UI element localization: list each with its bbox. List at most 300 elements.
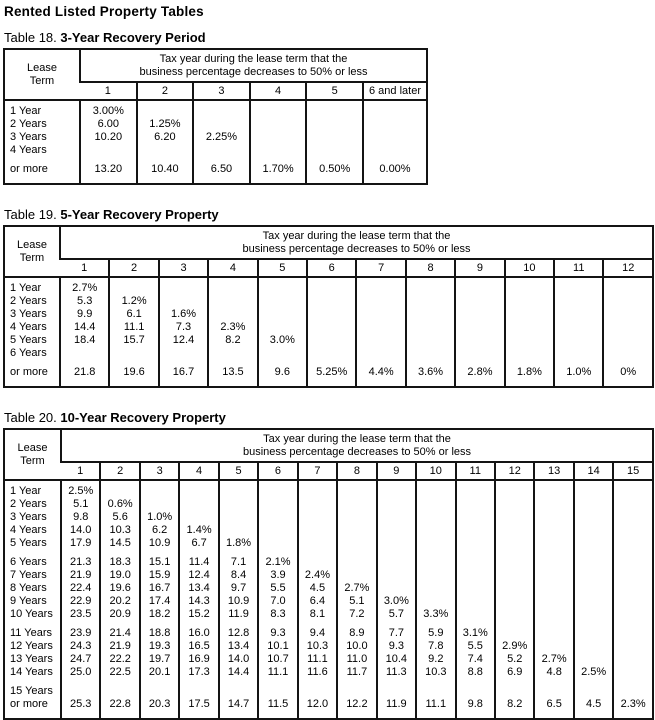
- value-cell: [377, 511, 416, 524]
- value-cell: [377, 569, 416, 582]
- value-cell: [356, 295, 405, 308]
- value-cell: [495, 511, 534, 524]
- value-cell: [574, 640, 613, 653]
- value-cell: 4.5: [298, 582, 337, 595]
- column-header: 2: [109, 259, 158, 277]
- tax-year-header-line2: business percentage decreases to 50% or less: [139, 66, 368, 78]
- value-cell: [613, 550, 653, 569]
- lease-term-cell: 13 Years: [10, 653, 53, 665]
- value-cell: 3.0%: [258, 334, 307, 347]
- value-cell: 7.2: [337, 608, 376, 621]
- value-cell: 3.1%: [456, 621, 495, 640]
- value-cell: [456, 537, 495, 550]
- lease-term-cell: 3 Years: [10, 308, 47, 320]
- value-cell: [258, 347, 307, 360]
- value-cell: 1.8%: [219, 537, 258, 550]
- value-cell: 6.9: [495, 666, 534, 679]
- value-cell: 12.4: [179, 569, 218, 582]
- value-cell: 16.9: [179, 653, 218, 666]
- column-header: 12: [603, 259, 653, 277]
- value-cell: 6.00: [80, 118, 137, 131]
- table-body: [4, 277, 653, 387]
- header-row-columns: [4, 259, 653, 277]
- value-cell: 10.7: [258, 653, 297, 666]
- value-cell: 19.0: [100, 569, 139, 582]
- value-cell: [377, 537, 416, 550]
- value-cell: [455, 277, 504, 295]
- value-cell: [377, 498, 416, 511]
- table-row: [4, 334, 653, 347]
- table-body: [4, 100, 427, 184]
- page-title: Rented Listed Property Tables: [4, 4, 204, 19]
- value-cell: [208, 295, 257, 308]
- value-cell: [534, 498, 573, 511]
- value-cell: [574, 537, 613, 550]
- value-cell: 0%: [603, 360, 653, 387]
- value-cell: 10.1: [258, 640, 297, 653]
- value-cell: 8.9: [337, 621, 376, 640]
- value-cell: [337, 498, 376, 511]
- value-cell: 7.3: [159, 321, 208, 334]
- column-header: 4: [208, 259, 257, 277]
- value-cell: 6.50: [193, 157, 250, 184]
- value-cell: [61, 679, 100, 698]
- value-cell: 25.3: [61, 698, 100, 719]
- value-cell: 13.20: [80, 157, 137, 184]
- value-cell: [140, 679, 179, 698]
- value-cell: 2.1%: [258, 550, 297, 569]
- value-cell: 11.5: [258, 698, 297, 719]
- value-cell: 7.7: [377, 621, 416, 640]
- value-cell: [495, 679, 534, 698]
- value-cell: 12.8: [219, 621, 258, 640]
- value-cell: 16.7: [159, 360, 208, 387]
- lease-term-cell: 4 Years: [10, 524, 47, 536]
- column-header: 8: [337, 462, 376, 480]
- value-cell: 5.1: [61, 498, 100, 511]
- column-header: 3: [140, 462, 179, 480]
- lease-term-line2: Term: [29, 74, 55, 87]
- value-cell: [574, 569, 613, 582]
- lease-term-line1: Lease: [27, 61, 57, 74]
- value-cell: [574, 511, 613, 524]
- value-cell: 9.8: [61, 511, 100, 524]
- lease-term-cell: 1 Year: [10, 282, 42, 294]
- value-cell: [613, 569, 653, 582]
- value-cell: [613, 653, 653, 666]
- value-cell: [416, 480, 455, 498]
- table-row: [4, 595, 653, 608]
- column-header: 1: [61, 462, 100, 480]
- value-cell: 15.2: [179, 608, 218, 621]
- value-cell: 7.8: [416, 640, 455, 653]
- value-cell: [250, 100, 307, 118]
- column-header: 15: [613, 462, 653, 480]
- value-cell: [100, 679, 139, 698]
- value-cell: 4.8: [534, 666, 573, 679]
- header-row-columns: [4, 462, 653, 480]
- value-cell: 10.9: [140, 537, 179, 550]
- value-cell: [534, 480, 573, 498]
- value-cell: [219, 511, 258, 524]
- value-cell: 7.1: [219, 550, 258, 569]
- value-cell: [377, 550, 416, 569]
- value-cell: [298, 550, 337, 569]
- column-header: 8: [406, 259, 455, 277]
- value-cell: [534, 621, 573, 640]
- value-cell: [495, 582, 534, 595]
- value-cell: 22.8: [100, 698, 139, 719]
- value-cell: 22.5: [100, 666, 139, 679]
- value-cell: 0.00%: [363, 157, 427, 184]
- value-cell: 2.3%: [208, 321, 257, 334]
- value-cell: [219, 480, 258, 498]
- value-cell: [574, 524, 613, 537]
- column-header: 14: [574, 462, 613, 480]
- column-header: 1: [80, 82, 137, 100]
- value-cell: 1.0%: [140, 511, 179, 524]
- value-cell: 6.20: [137, 131, 194, 144]
- value-cell: 11.1: [416, 698, 455, 719]
- value-cell: [574, 595, 613, 608]
- caption-title: 10-Year Recovery Property: [60, 410, 226, 425]
- value-cell: 15.9: [140, 569, 179, 582]
- value-cell: [554, 334, 603, 347]
- value-cell: 11.4: [179, 550, 218, 569]
- value-cell: [337, 511, 376, 524]
- value-cell: 6.4: [298, 595, 337, 608]
- value-cell: 16.0: [179, 621, 218, 640]
- value-cell: 20.2: [100, 595, 139, 608]
- value-cell: [456, 498, 495, 511]
- value-cell: [258, 679, 297, 698]
- value-cell: 7.0: [258, 595, 297, 608]
- value-cell: 11.1: [298, 653, 337, 666]
- column-header: 7: [356, 259, 405, 277]
- value-cell: [554, 308, 603, 321]
- lease-term-cell: 2 Years: [10, 118, 47, 130]
- value-cell: 21.9: [61, 569, 100, 582]
- value-cell: 14.4: [60, 321, 109, 334]
- table-20-caption: [4, 410, 652, 425]
- value-cell: 18.2: [140, 608, 179, 621]
- tax-year-header-line2: business percentage decreases to 50% or less: [242, 446, 472, 458]
- value-cell: [554, 277, 603, 295]
- lease-term-cell: 15 Years: [10, 685, 53, 697]
- table-row: [4, 582, 653, 595]
- value-cell: [356, 321, 405, 334]
- value-cell: [258, 295, 307, 308]
- value-cell: [307, 334, 356, 347]
- value-cell: [377, 480, 416, 498]
- column-header: 11: [554, 259, 603, 277]
- value-cell: [298, 537, 337, 550]
- value-cell: [456, 679, 495, 698]
- value-cell: [416, 550, 455, 569]
- lease-term-cell: 5 Years: [10, 537, 47, 549]
- value-cell: [613, 537, 653, 550]
- value-cell: 2.25%: [193, 131, 250, 144]
- tax-year-header: [61, 429, 653, 462]
- value-cell: 19.7: [140, 653, 179, 666]
- column-header: 13: [534, 462, 573, 480]
- column-header: 10: [416, 462, 455, 480]
- value-cell: [258, 524, 297, 537]
- value-cell: [416, 511, 455, 524]
- value-cell: 9.9: [60, 308, 109, 321]
- value-cell: 14.5: [100, 537, 139, 550]
- value-cell: [574, 582, 613, 595]
- column-header: 10: [505, 259, 554, 277]
- table-row: [4, 511, 653, 524]
- value-cell: [613, 595, 653, 608]
- value-cell: [377, 679, 416, 698]
- value-cell: 20.3: [140, 698, 179, 719]
- value-cell: [505, 277, 554, 295]
- value-cell: [613, 524, 653, 537]
- value-cell: [455, 321, 504, 334]
- column-header: 4: [179, 462, 218, 480]
- value-cell: 14.0: [219, 653, 258, 666]
- value-cell: [306, 100, 363, 118]
- column-header: 4: [250, 82, 307, 100]
- value-cell: [137, 100, 194, 118]
- table-row: [4, 640, 653, 653]
- value-cell: 1.70%: [250, 157, 307, 184]
- value-cell: [613, 679, 653, 698]
- value-cell: 5.7: [377, 608, 416, 621]
- value-cell: 21.3: [61, 550, 100, 569]
- value-cell: [495, 524, 534, 537]
- value-cell: 10.40: [137, 157, 194, 184]
- value-cell: [505, 295, 554, 308]
- table-row: [4, 698, 653, 719]
- value-cell: 15.7: [109, 334, 158, 347]
- table-19-caption: [4, 207, 652, 222]
- table-row: [4, 621, 653, 640]
- value-cell: [574, 679, 613, 698]
- value-cell: [193, 144, 250, 157]
- value-cell: 11.7: [337, 666, 376, 679]
- column-header: 5: [258, 259, 307, 277]
- value-cell: [406, 334, 455, 347]
- value-cell: [505, 347, 554, 360]
- value-cell: 8.8: [456, 666, 495, 679]
- table-header: [4, 49, 427, 100]
- lease-term-cell: 3 Years: [10, 131, 47, 143]
- value-cell: 12.2: [337, 698, 376, 719]
- value-cell: 14.4: [219, 666, 258, 679]
- table-19: [3, 225, 654, 388]
- lease-term-cell: 14 Years: [10, 666, 53, 678]
- table-row: [4, 118, 427, 131]
- table-row: [4, 666, 653, 679]
- value-cell: [603, 277, 653, 295]
- column-header: 6 and later: [363, 82, 427, 100]
- table-19-block: [3, 207, 652, 388]
- value-cell: 9.3: [377, 640, 416, 653]
- value-cell: 23.5: [61, 608, 100, 621]
- value-cell: 25.0: [61, 666, 100, 679]
- value-cell: [554, 347, 603, 360]
- value-cell: 20.9: [100, 608, 139, 621]
- value-cell: 18.3: [100, 550, 139, 569]
- value-cell: [416, 582, 455, 595]
- lease-term-line2: Term: [20, 454, 45, 467]
- value-cell: [416, 498, 455, 511]
- value-cell: [109, 277, 158, 295]
- lease-term-line2: Term: [19, 251, 45, 264]
- value-cell: 16.7: [140, 582, 179, 595]
- value-cell: [456, 595, 495, 608]
- value-cell: 8.2: [495, 698, 534, 719]
- value-cell: [307, 308, 356, 321]
- value-cell: 10.3: [100, 524, 139, 537]
- table-row: [4, 321, 653, 334]
- value-cell: [250, 118, 307, 131]
- value-cell: [603, 321, 653, 334]
- lease-term-cell: 12 Years: [10, 640, 53, 652]
- value-cell: [495, 537, 534, 550]
- value-cell: [363, 118, 427, 131]
- value-cell: 9.6: [258, 360, 307, 387]
- value-cell: [554, 321, 603, 334]
- value-cell: [534, 640, 573, 653]
- value-cell: [534, 608, 573, 621]
- table-row: [4, 360, 653, 387]
- value-cell: 3.9: [258, 569, 297, 582]
- table-header: [4, 226, 653, 277]
- value-cell: [306, 131, 363, 144]
- table-row: [4, 100, 427, 118]
- value-cell: 9.4: [298, 621, 337, 640]
- value-cell: 6.7: [179, 537, 218, 550]
- value-cell: 9.2: [416, 653, 455, 666]
- value-cell: 8.3: [258, 608, 297, 621]
- value-cell: [298, 480, 337, 498]
- table-row: [4, 308, 653, 321]
- lease-term-cell: or more: [10, 163, 48, 175]
- tax-year-header-line1: Tax year during the lease term that the: [262, 230, 451, 242]
- lease-term-cell: 7 Years: [10, 569, 47, 581]
- value-cell: 5.6: [100, 511, 139, 524]
- value-cell: 21.4: [100, 621, 139, 640]
- table-row: [4, 608, 653, 621]
- value-cell: [363, 100, 427, 118]
- table-body: [4, 480, 653, 719]
- value-cell: 1.6%: [159, 308, 208, 321]
- value-cell: [179, 480, 218, 498]
- value-cell: [258, 511, 297, 524]
- value-cell: [140, 480, 179, 498]
- value-cell: [179, 498, 218, 511]
- value-cell: [534, 524, 573, 537]
- value-cell: [193, 118, 250, 131]
- value-cell: 5.25%: [307, 360, 356, 387]
- value-cell: [337, 537, 376, 550]
- value-cell: [574, 498, 613, 511]
- table-row: [4, 144, 427, 157]
- value-cell: [208, 308, 257, 321]
- value-cell: 2.7%: [60, 277, 109, 295]
- value-cell: 11.9: [377, 698, 416, 719]
- value-cell: [100, 480, 139, 498]
- value-cell: 11.0: [337, 653, 376, 666]
- table-row: [4, 653, 653, 666]
- value-cell: 5.5: [258, 582, 297, 595]
- value-cell: 11.9: [219, 608, 258, 621]
- value-cell: 13.5: [208, 360, 257, 387]
- value-cell: 17.9: [61, 537, 100, 550]
- value-cell: [574, 550, 613, 569]
- value-cell: 15.1: [140, 550, 179, 569]
- value-cell: 24.7: [61, 653, 100, 666]
- value-cell: [159, 277, 208, 295]
- value-cell: [307, 347, 356, 360]
- value-cell: [416, 524, 455, 537]
- value-cell: 14.3: [179, 595, 218, 608]
- column-header: 9: [377, 462, 416, 480]
- value-cell: [193, 100, 250, 118]
- value-cell: [406, 277, 455, 295]
- lease-term-cell: or more: [10, 698, 48, 710]
- lease-term-cell: 2 Years: [10, 498, 47, 510]
- value-cell: [298, 511, 337, 524]
- value-cell: [613, 608, 653, 621]
- value-cell: [456, 608, 495, 621]
- value-cell: [455, 308, 504, 321]
- lease-term-cell: or more: [10, 366, 48, 378]
- value-cell: [337, 480, 376, 498]
- table-18-block: [3, 30, 652, 185]
- value-cell: [505, 334, 554, 347]
- value-cell: 12.4: [159, 334, 208, 347]
- value-cell: [356, 347, 405, 360]
- value-cell: 2.9%: [495, 640, 534, 653]
- value-cell: [416, 569, 455, 582]
- value-cell: 14.0: [61, 524, 100, 537]
- value-cell: [613, 498, 653, 511]
- value-cell: [298, 498, 337, 511]
- value-cell: [416, 537, 455, 550]
- value-cell: 11.6: [298, 666, 337, 679]
- value-cell: [258, 480, 297, 498]
- value-cell: [603, 334, 653, 347]
- value-cell: 2.7%: [534, 653, 573, 666]
- value-cell: [137, 144, 194, 157]
- value-cell: [603, 308, 653, 321]
- value-cell: [603, 347, 653, 360]
- value-cell: [80, 144, 137, 157]
- column-header: 3: [193, 82, 250, 100]
- value-cell: 10.4: [377, 653, 416, 666]
- value-cell: 11.1: [109, 321, 158, 334]
- value-cell: [495, 550, 534, 569]
- lease-term-cell: 8 Years: [10, 582, 47, 594]
- table-row: [4, 569, 653, 582]
- lease-term-cell: 3 Years: [10, 511, 47, 523]
- table-20-block: [3, 410, 652, 720]
- value-cell: [250, 144, 307, 157]
- lease-term-header: [4, 226, 60, 277]
- value-cell: 8.4: [219, 569, 258, 582]
- value-cell: 19.6: [100, 582, 139, 595]
- value-cell: 1.25%: [137, 118, 194, 131]
- value-cell: 1.4%: [179, 524, 218, 537]
- value-cell: [534, 582, 573, 595]
- value-cell: [613, 640, 653, 653]
- value-cell: 2.7%: [337, 582, 376, 595]
